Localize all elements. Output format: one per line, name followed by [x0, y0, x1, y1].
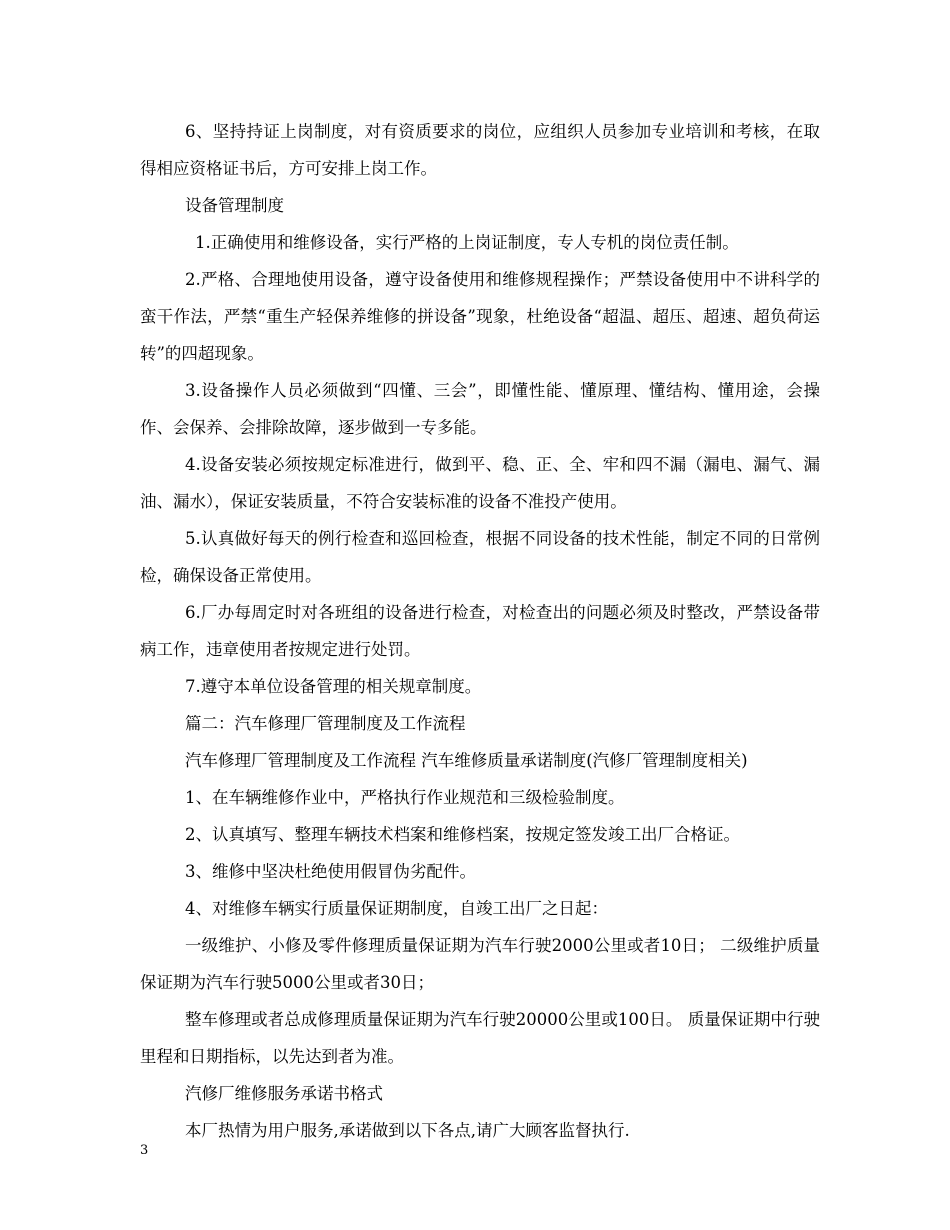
section-heading-service-commitment: 汽修厂维修服务承诺书格式: [185, 1084, 383, 1103]
section-heading-equipment-management: 设备管理制度: [185, 196, 284, 215]
paragraph-quality-commitment-intro: 汽车修理厂管理制度及工作流程 汽车维修质量承诺制度(汽修厂管理制度相关): [185, 751, 748, 770]
paragraph-equipment-rule-4: 4.设备安装必须按规定标准进行，做到平、稳、正、全、牢和四不漏（漏电、漏气、漏油、漏水），保证安装质量，不符合安装标准的设备不准投产使用。: [140, 455, 820, 511]
paragraph-quality-rule-1: 1、在车辆维修作业中，严格执行作业规范和三级检验制度。: [185, 788, 625, 807]
paragraph-equipment-rule-3: 3.设备操作人员必须做到“四懂、三会”，即懂性能、懂原理、懂结构、懂用途，会操作、会保养、会排除故障，逐步做到一专多能。: [140, 381, 820, 437]
paragraph-quality-rule-2: 2、认真填写、整理车辆技术档案和维修档案，按规定签发竣工出厂合格证。: [185, 825, 740, 844]
paragraph-equipment-rule-6: 6.厂办每周定时对各班组的设备进行检查，对检查出的问题必须及时整改，严禁设备带病工作，违章使用者按规定进行处罚。: [140, 603, 820, 659]
paragraph-certification-rule: 6、坚持持证上岗制度，对有资质要求的岗位，应组织人员参加专业培训和考核，在取得相应资格证书后，方可安排上岗工作。: [140, 122, 820, 178]
paragraph-service-commitment-intro: 本厂热情为用户服务,承诺做到以下各点,请广大顾客监督执行.: [185, 1121, 630, 1140]
paragraph-quality-rule-4: 4、对维修车辆实行质量保证期制度，自竣工出厂之日起：: [185, 899, 608, 918]
chapter-heading-part-two: 篇二：汽车修理厂管理制度及工作流程: [185, 714, 466, 733]
paragraph-equipment-rule-5: 5.认真做好每天的例行检查和巡回检查，根据不同设备的技术性能，制定不同的日常例检，确保设备正常使用。: [140, 529, 820, 585]
paragraph-warranty-maintenance: 一级维护、小修及零件修理质量保证期为汽车行驶2000公里或者10日； 二级维护质量保证期为汽车行驶5000公里或者30日；: [140, 936, 820, 992]
page-number: 3: [140, 1143, 149, 1158]
paragraph-equipment-rule-7: 7.遵守本单位设备管理的相关规章制度。: [185, 677, 482, 696]
paragraph-warranty-overhaul: 整车修理或者总成修理质量保证期为汽车行驶20000公里或100日。 质量保证期中行驶里程和日期指标，以先达到者为准。: [140, 1010, 820, 1066]
document-body: [140, 113, 820, 1149]
paragraph-equipment-rule-1: 1.正确使用和维修设备，实行严格的上岗证制度，专人专机的岗位责任制。: [195, 233, 739, 252]
paragraph-equipment-rule-2: 2.严格、合理地使用设备，遵守设备使用和维修规程操作；严禁设备使用中不讲科学的蛮干作法，严禁“重生产轻保养维修的拼设备”现象，杜绝设备“超温、超压、超速、超负荷运转”的四超现象。: [140, 270, 820, 363]
paragraph-quality-rule-3: 3、维修中坚决杜绝使用假冒伪劣配件。: [185, 862, 476, 881]
